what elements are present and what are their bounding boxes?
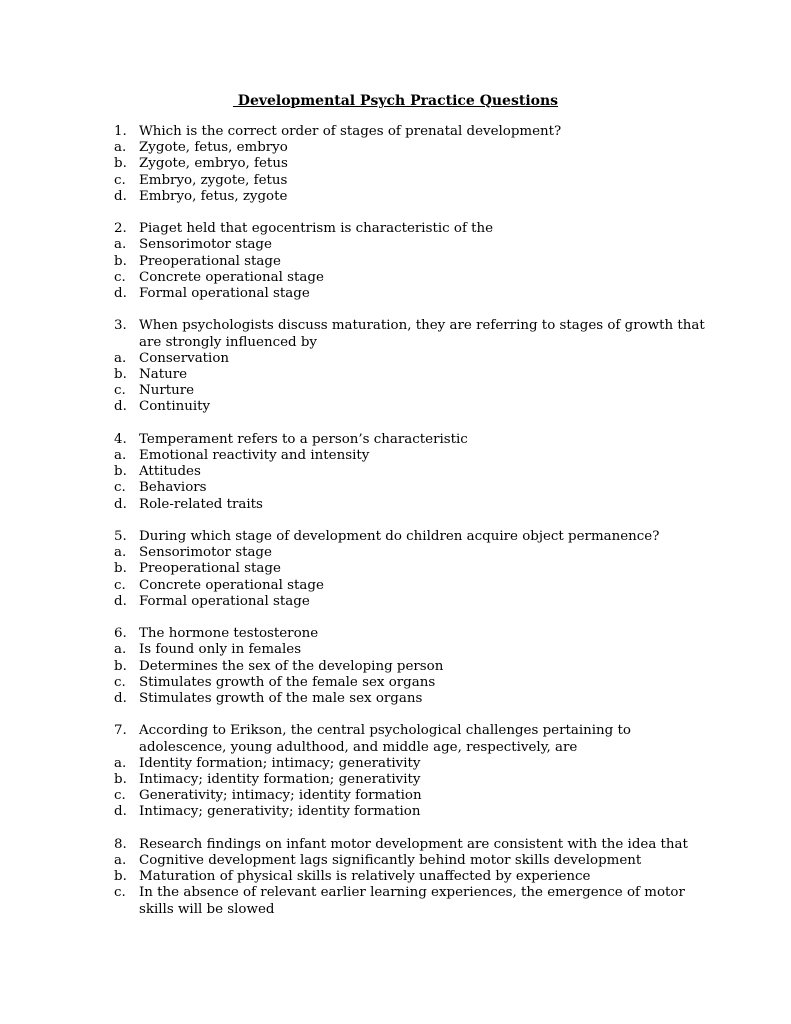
option-text: Attitudes bbox=[139, 464, 201, 480]
answer-option bbox=[114, 140, 714, 156]
answer-option bbox=[114, 497, 714, 513]
option-letter: d. bbox=[114, 593, 127, 609]
option-letter: b. bbox=[114, 658, 127, 674]
option-letter: b. bbox=[114, 464, 127, 480]
option-letter: a. bbox=[114, 642, 127, 658]
option-letter: b. bbox=[114, 772, 127, 788]
question-stem bbox=[114, 221, 714, 237]
question-number: 3. bbox=[114, 318, 127, 334]
answer-option bbox=[114, 173, 714, 189]
option-letter: a. bbox=[114, 545, 127, 561]
question-number: 8. bbox=[114, 836, 127, 852]
page-title: Developmental Psych Practice Questions bbox=[232, 93, 559, 109]
option-text: Sensorimotor stage bbox=[139, 545, 272, 561]
option-letter: c. bbox=[114, 172, 126, 188]
option-letter: a. bbox=[114, 350, 127, 366]
answer-option bbox=[114, 642, 714, 658]
option-text: Continuity bbox=[139, 399, 211, 415]
option-letter: b. bbox=[114, 253, 127, 269]
question-text: When psychologists discuss maturation, they are referring to stages of growth that are strongly influenced by bbox=[139, 318, 705, 350]
question-stem bbox=[114, 124, 714, 140]
option-letter: d. bbox=[114, 691, 127, 707]
question-8 bbox=[114, 837, 714, 918]
question-text: Piaget held that egocentrism is characteristic of the bbox=[139, 221, 494, 237]
question-text: According to Erikson, the central psychological challenges pertaining to adolescence, young adulthood, and middle age, respectively, are bbox=[139, 723, 631, 755]
answer-option bbox=[114, 367, 714, 383]
question-stem bbox=[114, 837, 714, 853]
option-letter: b. bbox=[114, 561, 127, 577]
question-number: 1. bbox=[114, 124, 127, 139]
option-letter: d. bbox=[114, 399, 127, 415]
option-text: Sensorimotor stage bbox=[139, 237, 272, 253]
answer-option bbox=[114, 270, 714, 286]
option-letter: c. bbox=[114, 480, 126, 496]
answer-option bbox=[114, 156, 714, 172]
option-letter: a. bbox=[114, 853, 127, 869]
option-text: Determines the sex of the developing person bbox=[139, 658, 444, 674]
answer-option bbox=[114, 691, 714, 707]
question-number: 2. bbox=[114, 221, 127, 237]
option-letter: c. bbox=[114, 383, 126, 399]
option-text: Identity formation; intimacy; generativity bbox=[139, 755, 421, 771]
question-5 bbox=[114, 529, 714, 610]
question-stem bbox=[114, 529, 714, 545]
option-text: Generativity; intimacy; identity formation bbox=[139, 788, 422, 804]
answer-option bbox=[114, 578, 714, 594]
answer-option bbox=[114, 189, 714, 205]
option-letter: c. bbox=[114, 674, 126, 690]
option-letter: a. bbox=[114, 237, 127, 253]
option-letter: a. bbox=[114, 448, 127, 464]
option-text: Role-related traits bbox=[139, 496, 263, 512]
option-text: Behaviors bbox=[139, 480, 207, 496]
option-letter: d. bbox=[114, 188, 127, 204]
option-letter: d. bbox=[114, 286, 127, 302]
option-text: Embryo, fetus, zygote bbox=[139, 188, 288, 204]
option-letter: d. bbox=[114, 804, 127, 820]
option-text: Nature bbox=[139, 367, 188, 383]
answer-option bbox=[114, 545, 714, 561]
option-letter: c. bbox=[114, 269, 126, 285]
question-text: Temperament refers to a person’s characteristic bbox=[139, 431, 468, 447]
answer-option bbox=[114, 351, 714, 367]
option-text: Stimulates growth of the female sex organs bbox=[139, 674, 436, 690]
answer-option bbox=[114, 756, 714, 772]
option-letter: c. bbox=[114, 885, 126, 901]
answer-option bbox=[114, 286, 714, 302]
question-stem bbox=[114, 723, 714, 755]
answer-option bbox=[114, 594, 714, 610]
answer-option bbox=[114, 659, 714, 675]
answer-option bbox=[114, 448, 714, 464]
answer-option bbox=[114, 237, 714, 253]
question-4 bbox=[114, 432, 714, 513]
option-text: Cognitive development lags significantly behind motor skills development bbox=[139, 853, 642, 869]
question-text: During which stage of development do children acquire object permanence? bbox=[139, 529, 660, 545]
option-text: Emotional reactivity and intensity bbox=[139, 448, 370, 464]
option-text: Formal operational stage bbox=[139, 286, 310, 302]
option-text: Maturation of physical skills is relatively unaffected by experience bbox=[139, 869, 591, 885]
question-list bbox=[114, 124, 714, 934]
question-2 bbox=[114, 221, 714, 302]
question-text: The hormone testosterone bbox=[139, 626, 319, 642]
answer-option bbox=[114, 480, 714, 496]
option-letter: d. bbox=[114, 496, 127, 512]
answer-option bbox=[114, 772, 714, 788]
question-6 bbox=[114, 626, 714, 707]
option-letter: b. bbox=[114, 367, 127, 383]
answer-option bbox=[114, 804, 714, 820]
answer-option bbox=[114, 254, 714, 270]
option-letter: c. bbox=[114, 577, 126, 593]
question-text: Which is the correct order of stages of prenatal development? bbox=[139, 124, 562, 139]
option-letter: a. bbox=[114, 755, 127, 771]
question-number: 6. bbox=[114, 626, 127, 642]
option-text: Preoperational stage bbox=[139, 253, 281, 269]
question-text: Research findings on infant motor development are consistent with the idea that bbox=[139, 836, 688, 852]
question-stem bbox=[114, 318, 714, 350]
answer-option bbox=[114, 853, 714, 869]
option-text: Intimacy; identity formation; generativity bbox=[139, 772, 421, 788]
option-text: Nurture bbox=[139, 383, 195, 399]
option-text: Stimulates growth of the male sex organs bbox=[139, 691, 423, 707]
option-text: Intimacy; generativity; identity formation bbox=[139, 804, 421, 820]
option-letter: b. bbox=[114, 156, 127, 172]
question-1 bbox=[114, 124, 714, 205]
option-text: Zygote, fetus, embryo bbox=[139, 140, 288, 156]
option-text: Concrete operational stage bbox=[139, 269, 324, 285]
option-letter: a. bbox=[114, 140, 127, 156]
option-letter: c. bbox=[114, 788, 126, 804]
answer-option bbox=[114, 561, 714, 577]
answer-option bbox=[114, 464, 714, 480]
option-text: Zygote, embryo, fetus bbox=[139, 156, 288, 172]
option-text: Conservation bbox=[139, 350, 230, 366]
option-text: Preoperational stage bbox=[139, 561, 281, 577]
option-text: In the absence of relevant earlier learning experiences, the emergence of motor skills will be slowed bbox=[139, 885, 685, 917]
option-text: Embryo, zygote, fetus bbox=[139, 172, 288, 188]
question-7 bbox=[114, 723, 714, 820]
option-letter: b. bbox=[114, 869, 127, 885]
answer-option bbox=[114, 675, 714, 691]
answer-option bbox=[114, 788, 714, 804]
option-text: Is found only in females bbox=[139, 642, 302, 658]
question-stem bbox=[114, 432, 714, 448]
question-3 bbox=[114, 318, 714, 415]
answer-option bbox=[114, 869, 714, 885]
question-stem bbox=[114, 626, 714, 642]
option-text: Formal operational stage bbox=[139, 593, 310, 609]
question-number: 4. bbox=[114, 431, 127, 447]
answer-option bbox=[114, 383, 714, 399]
question-number: 7. bbox=[114, 723, 127, 739]
question-number: 5. bbox=[114, 529, 127, 545]
option-text: Concrete operational stage bbox=[139, 577, 324, 593]
answer-option bbox=[114, 885, 714, 917]
answer-option bbox=[114, 399, 714, 415]
